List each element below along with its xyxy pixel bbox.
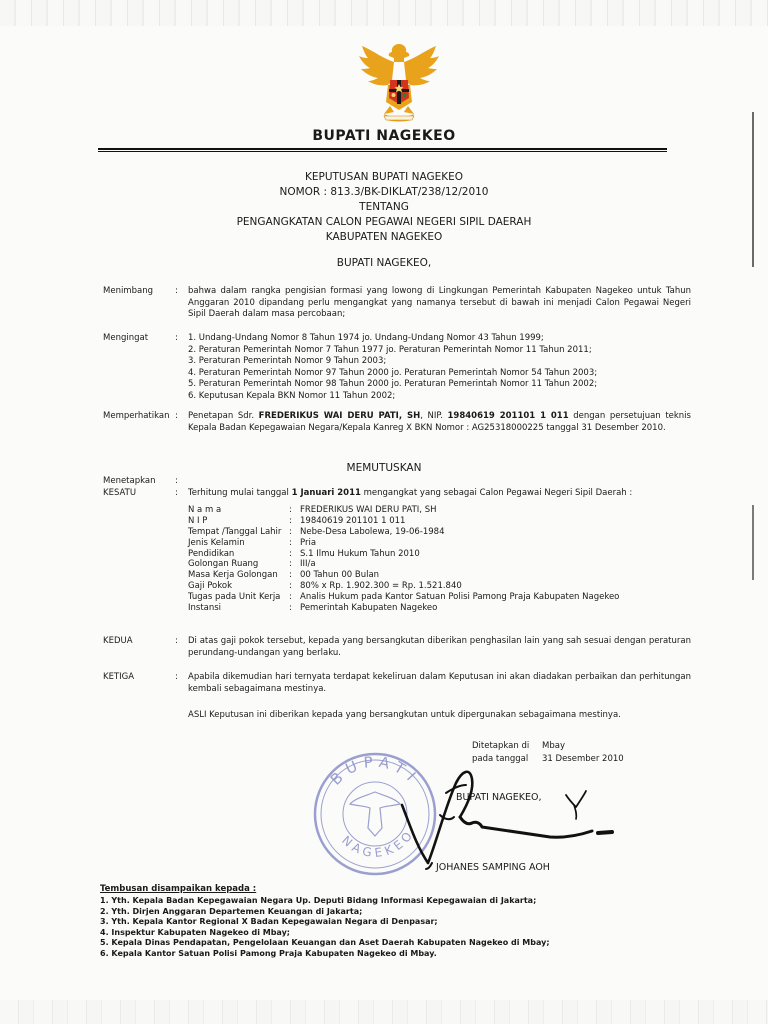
menetapkan-label: Menetapkan — [103, 476, 156, 486]
list-item: 4. Inspektur Kabupaten Nagekeo di Mbay; — [100, 927, 290, 937]
list-item: 6. Kepala Kantor Satuan Polisi Pamong Praja Kabupaten Nagekeo di Mbay. — [100, 948, 437, 958]
decree-subject-region: KABUPATEN NAGEKEO — [325, 231, 443, 243]
kedua-colon: : — [175, 636, 178, 646]
decree-issuer: BUPATI NAGEKEO, — [336, 257, 432, 269]
svg-text:NAGEKEO: NAGEKEO — [339, 826, 418, 861]
handwritten-signature-icon — [380, 745, 640, 880]
detail-value: 80% x Rp. 1.902.300 = Rp. 1.521.840 — [300, 581, 462, 592]
mengingat-label: Mengingat — [103, 333, 149, 343]
place-value: Mbay — [542, 741, 565, 751]
detail-value: Pemerintah Kabupaten Nagekeo — [300, 603, 438, 614]
detail-label: Gaji Pokok — [188, 581, 232, 592]
menimbang-label: Menimbang — [103, 286, 153, 296]
place-label: Ditetapkan di — [472, 741, 530, 751]
kedua-label: KEDUA — [103, 636, 133, 646]
kesatu-start-date: 1 Januari 2011 — [291, 488, 361, 498]
decree-title: KEPUTUSAN BUPATI NAGEKEO — [304, 171, 464, 183]
detail-label: Tempat /Tanggal Lahir — [188, 526, 282, 537]
date-value: 31 Desember 2010 — [542, 754, 624, 764]
carbon-copy-heading: Tembusan disampaikan kepada : — [100, 884, 257, 894]
menimbang-colon: : — [175, 286, 178, 296]
menetapkan-colon: : — [175, 476, 178, 486]
decree-subject: PENGANGKATAN CALON PEGAWAI NEGERI SIPIL DAERAH — [236, 216, 532, 228]
signatory-name: JOHANES SAMPING AOH — [436, 862, 550, 873]
kesatu-text-pre: Terhitung mulai tanggal — [188, 488, 292, 498]
menimbang-text: bahwa dalam rangka pengisian formasi yang lowong di Lingkungan Pemerintah Kabupaten Nagekeo untuk Tahun Anggaran 2010 dipandang perlu mengangkat yang namanya tersebut di bawah ini menjadi Calon Pegawai Negeri Sipil Daerah dalam masa percobaan; — [188, 286, 691, 320]
decree-heading — [0, 170, 768, 245]
detail-label: Jenis Kelamin — [188, 537, 245, 548]
list-item: 2. Yth. Dirjen Anggaran Departemen Keuangan di Jakarta; — [100, 906, 363, 916]
list-item: 6. Keputusan Kepala BKN Nomor 11 Tahun 2002; — [188, 390, 396, 401]
scan-edge-top — [0, 0, 768, 26]
kesatu-colon: : — [175, 488, 178, 498]
date-label: pada tanggal — [472, 754, 529, 764]
memperhatikan-text-pre: Penetapan Sdr. — [188, 411, 259, 421]
detail-label: Masa Kerja Golongan — [188, 570, 278, 581]
memperhatikan-text — [188, 411, 691, 434]
appointee-name-bold: FREDERIKUS WAI DERU PATI, SH — [258, 411, 421, 421]
list-item: 4. Peraturan Pemerintah Nomor 97 Tahun 2000 jo. Peraturan Pemerintah Nomor 54 Tahun 2003; — [188, 367, 598, 378]
signatory-title: BUPATI NAGEKEO, — [456, 792, 542, 803]
kesatu-text — [188, 488, 691, 500]
list-item: 5. Peraturan Pemerintah Nomor 98 Tahun 2000 jo. Peraturan Pemerintah Nomor 11 Tahun 2002; — [188, 379, 598, 390]
letterhead-rule-thin — [98, 151, 667, 152]
ketiga-text: Apabila dikemudian hari ternyata terdapat kekeliruan dalam Keputusan ini akan diadakan perbaikan dan perhitungan kembali sebagaimana mestinya. — [188, 672, 691, 694]
list-item: 5. Kepala Dinas Pendapatan, Pengelolaan Keuangan dan Aset Daerah Kabupaten Nagekeo di Mbay; — [100, 938, 550, 948]
list-item: 1. Yth. Kepala Badan Kepegawaian Negara Up. Deputi Bidang Informasi Kepegawaian di Jakarta; — [100, 896, 537, 905]
list-item: 1. Undang-Undang Nomor 8 Tahun 1974 jo. Undang-Undang Nomor 43 Tahun 1999; — [188, 333, 544, 343]
memutuskan-heading: MEMUTUSKAN — [346, 462, 422, 474]
detail-label: N a m a — [188, 505, 222, 515]
detail-value: 00 Tahun 00 Bulan — [300, 570, 380, 581]
memperhatikan-colon: : — [175, 411, 178, 421]
detail-value: S.1 Ilmu Hukum Tahun 2010 — [300, 548, 420, 559]
ketiga-colon: : — [175, 672, 178, 682]
carbon-copy-list — [100, 896, 550, 960]
detail-value: Nebe-Desa Labolewa, 19-06-1984 — [300, 526, 445, 537]
detail-value: III/a — [300, 559, 316, 570]
memperhatikan-text-mid: , NIP. — [420, 411, 448, 421]
kedua-text: Di atas gaji pokok tersebut, kepada yang bersangkutan diberikan penghasilan lain yang sah sesuai dengan peraturan perundang-undangan yang berlaku. — [188, 636, 691, 658]
memperhatikan-label: Memperhatikan — [103, 411, 170, 421]
letterhead-rule-thick — [98, 148, 667, 150]
svg-text:BUPATI: BUPATI — [326, 752, 424, 789]
decree-number: NOMOR : 813.3/BK-DIKLAT/238/12/2010 — [279, 186, 489, 198]
garuda-emblem-icon — [354, 40, 444, 122]
list-item: 2. Peraturan Pemerintah Nomor 7 Tahun 1977 jo. Peraturan Pemerintah Nomor 11 Tahun 2011; — [188, 344, 592, 355]
closing-statement: ASLI Keputusan ini diberikan kepada yang bersangkutan untuk dipergunakan sebagaimana mestinya. — [188, 710, 621, 720]
memperhatikan-text-post: dengan persetujuan teknis Kepala Badan Kepegawaian Negara/Kepala Kanreg X BKN Nomor : AG25318000225 tanggal 31 Desember 2010. — [188, 411, 691, 433]
scan-edge-bottom — [0, 1000, 768, 1024]
detail-value: 19840619 201101 1 011 — [300, 515, 406, 526]
detail-label: N I P — [188, 515, 208, 526]
decree-tentang: TENTANG — [359, 201, 409, 213]
appointee-nip-bold: 19840619 201101 1 011 — [447, 411, 569, 421]
kesatu-text-post: mengangkat yang sebagai Calon Pegawai Negeri Sipil Daerah : — [360, 488, 633, 498]
list-item: 3. Yth. Kepala Kantor Regional X Badan Kepegawaian Negara di Denpasar; — [100, 917, 438, 927]
scan-edge-right-lower — [752, 505, 754, 580]
detail-label: Pendidikan — [188, 548, 235, 559]
detail-value: Pria — [300, 537, 317, 548]
ketiga-label: KETIGA — [103, 672, 135, 682]
list-item: 3. Peraturan Pemerintah Nomor 9 Tahun 2003; — [188, 356, 387, 367]
detail-value: FREDERIKUS WAI DERU PATI, SH — [300, 505, 437, 515]
regent-letterhead-title: BUPATI NAGEKEO — [312, 128, 456, 144]
mengingat-list — [188, 333, 691, 403]
kesatu-label: KESATU — [103, 488, 137, 498]
detail-value: Analis Hukum pada Kantor Satuan Polisi Pamong Praja Kabupaten Nagekeo — [300, 592, 620, 603]
detail-label: Instansi — [188, 603, 222, 614]
mengingat-colon: : — [175, 333, 178, 343]
detail-label: Golongan Ruang — [188, 559, 259, 570]
detail-label: Tugas pada Unit Kerja — [188, 592, 281, 603]
